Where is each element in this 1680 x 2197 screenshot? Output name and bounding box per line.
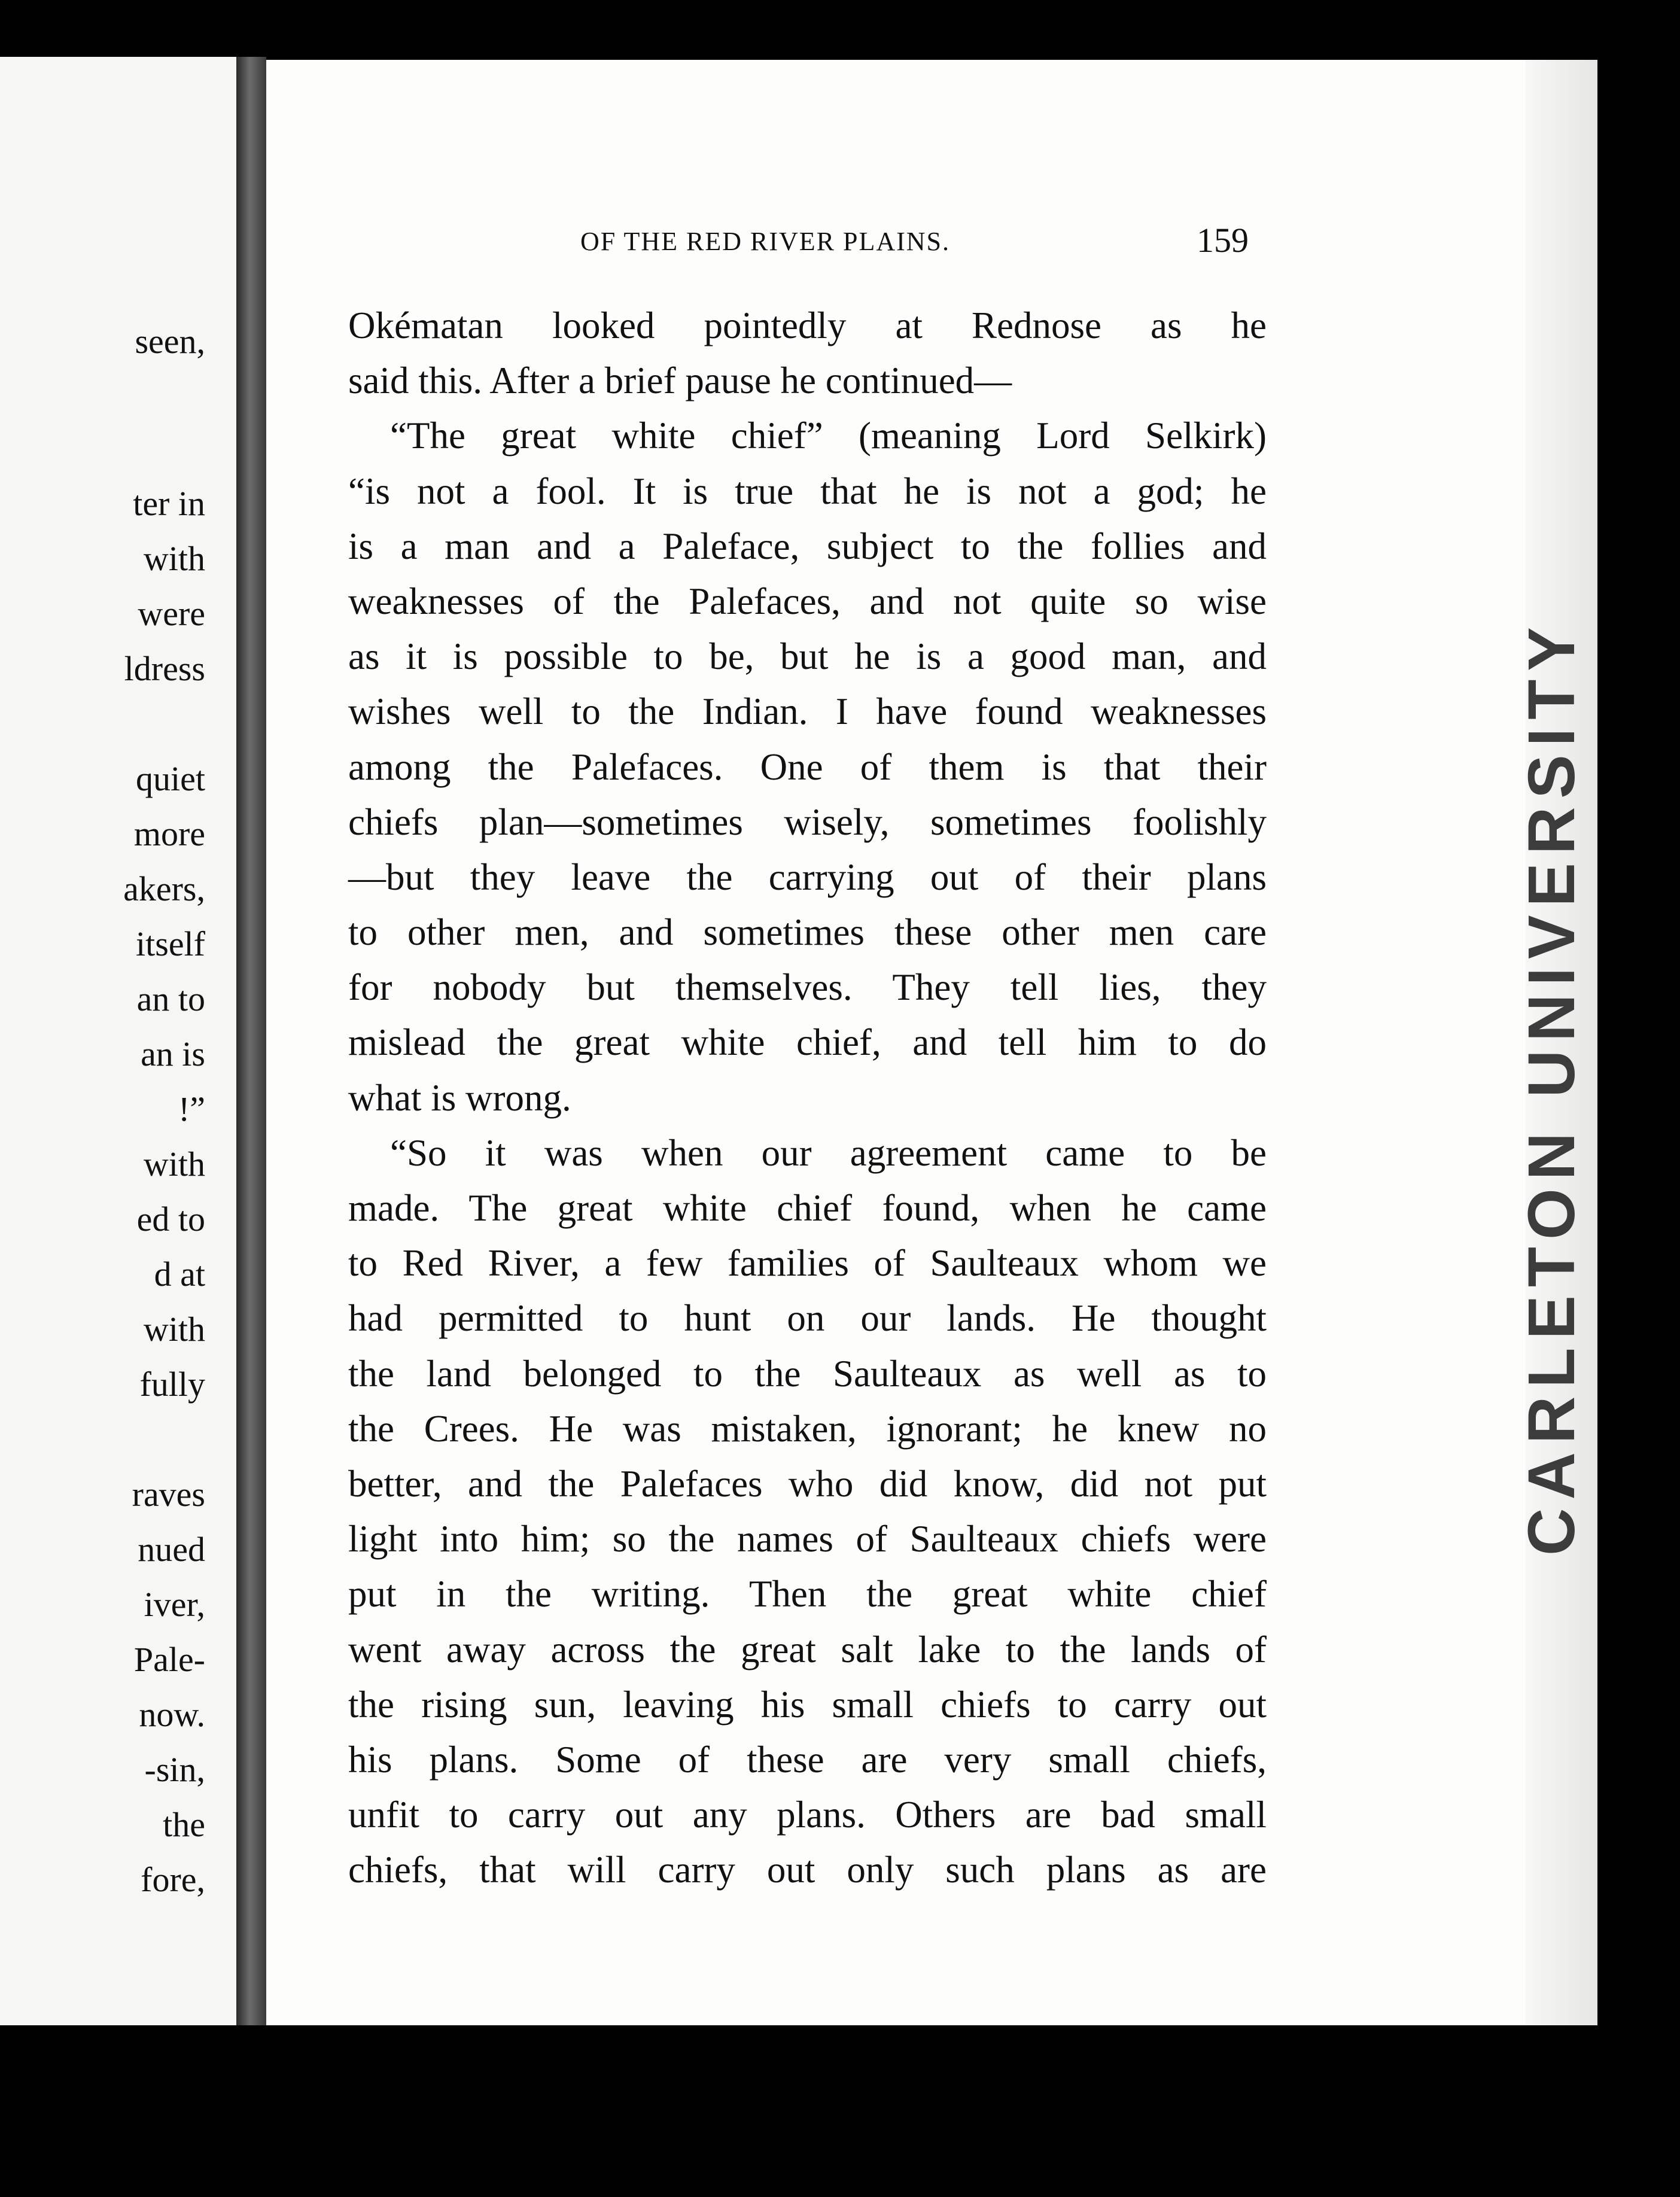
left-fragment: quiet bbox=[136, 759, 205, 798]
left-fragment: ed to bbox=[136, 1200, 205, 1239]
text-line: wishes well to the Indian. I have found weaknesses bbox=[348, 690, 1267, 733]
text-line: said this. After a brief pause he continued— bbox=[348, 360, 1012, 402]
left-facing-page bbox=[0, 57, 242, 2025]
text-line: his plans. Some of these are very small chiefs, bbox=[348, 1738, 1267, 1781]
text-line: better, and the Palefaces who did know, did not put bbox=[348, 1462, 1267, 1505]
left-fragment: ter in bbox=[133, 484, 205, 523]
text-line: had permitted to hunt on our lands. He thought bbox=[348, 1297, 1267, 1340]
library-stamp bbox=[1514, 1466, 1680, 1556]
text-line: the Crees. He was mistaken, ignorant; he knew no bbox=[348, 1407, 1267, 1450]
text-line: the rising sun, leaving his small chiefs to carry out bbox=[348, 1683, 1267, 1726]
text-line: unfit to carry out any plans. Others are bad small bbox=[348, 1794, 1267, 1836]
left-fragment: d at bbox=[154, 1255, 205, 1294]
text-line: light into him; so the names of Saulteaux chiefs were bbox=[348, 1518, 1267, 1560]
left-fragment: ldress bbox=[124, 649, 205, 688]
text-line: Okématan looked pointedly at Rednose as he bbox=[348, 305, 1267, 346]
text-line: chiefs plan—sometimes wisely, sometimes foolishly bbox=[348, 801, 1267, 843]
page-body bbox=[348, 298, 1267, 1897]
text-line: to other men, and sometimes these other men care bbox=[348, 911, 1267, 954]
text-line: the land belonged to the Saulteaux as well as to bbox=[348, 1352, 1267, 1395]
text-line: went away across the great salt lake to the lands of bbox=[348, 1628, 1267, 1670]
left-fragment: Pale- bbox=[133, 1640, 205, 1679]
left-fragment: iver, bbox=[144, 1585, 205, 1624]
left-fragment: an is bbox=[141, 1034, 205, 1073]
left-fragment: itself bbox=[136, 924, 205, 963]
text-line: made. The great white chief found, when he came bbox=[348, 1187, 1267, 1229]
text-line: is a man and a Paleface, subject to the follies and bbox=[348, 525, 1267, 567]
left-fragment: !” bbox=[178, 1090, 205, 1128]
left-fragment: fully bbox=[139, 1365, 205, 1404]
text-line: mislead the great white chief, and tell him to do bbox=[348, 1021, 1267, 1064]
text-line: “The great white chief” (meaning Lord Selkirk) bbox=[390, 415, 1267, 457]
text-line: as it is possible to be, but he is a good man, and bbox=[348, 635, 1267, 678]
text-line: what is wrong. bbox=[348, 1076, 571, 1119]
left-fragment: nued bbox=[138, 1530, 205, 1569]
left-fragment: akers, bbox=[123, 869, 205, 908]
text-line: “is not a fool. It is true that he is not a god; he bbox=[348, 470, 1267, 512]
text-line: for nobody but themselves. They tell lies, they bbox=[348, 966, 1267, 1009]
left-fragment: were bbox=[138, 594, 205, 633]
left-fragment: an to bbox=[136, 979, 205, 1018]
text-line: put in the writing. Then the great white chief bbox=[348, 1573, 1267, 1615]
text-line: among the Palefaces. One of them is that their bbox=[348, 745, 1267, 788]
text-line: weaknesses of the Palefaces, and not quite so wise bbox=[348, 580, 1267, 622]
page-159 bbox=[266, 60, 1526, 2025]
left-fragment: now. bbox=[139, 1695, 205, 1734]
book-gutter bbox=[236, 57, 266, 2025]
left-fragment: -sin, bbox=[144, 1750, 205, 1789]
left-fragment: with bbox=[143, 1145, 205, 1183]
text-line: to Red River, a few families of Saulteaux whom we bbox=[348, 1242, 1267, 1285]
text-line: chiefs, that will carry out only such plans as are bbox=[348, 1849, 1267, 1891]
text-line: “So it was when our agreement came to be bbox=[390, 1131, 1267, 1174]
left-fragment: fore, bbox=[141, 1860, 205, 1899]
left-fragment: raves bbox=[132, 1475, 205, 1514]
page-number: 159 bbox=[1197, 221, 1249, 260]
left-fragment: with bbox=[143, 1310, 205, 1349]
left-fragment: more bbox=[133, 814, 205, 853]
text-line: —but they leave the carrying out of their plans bbox=[348, 856, 1267, 898]
left-fragment: the bbox=[163, 1805, 205, 1844]
left-fragment: seen, bbox=[135, 322, 205, 361]
running-header: OF THE RED RIVER PLAINS. bbox=[580, 227, 951, 256]
left-fragment: with bbox=[143, 539, 205, 578]
